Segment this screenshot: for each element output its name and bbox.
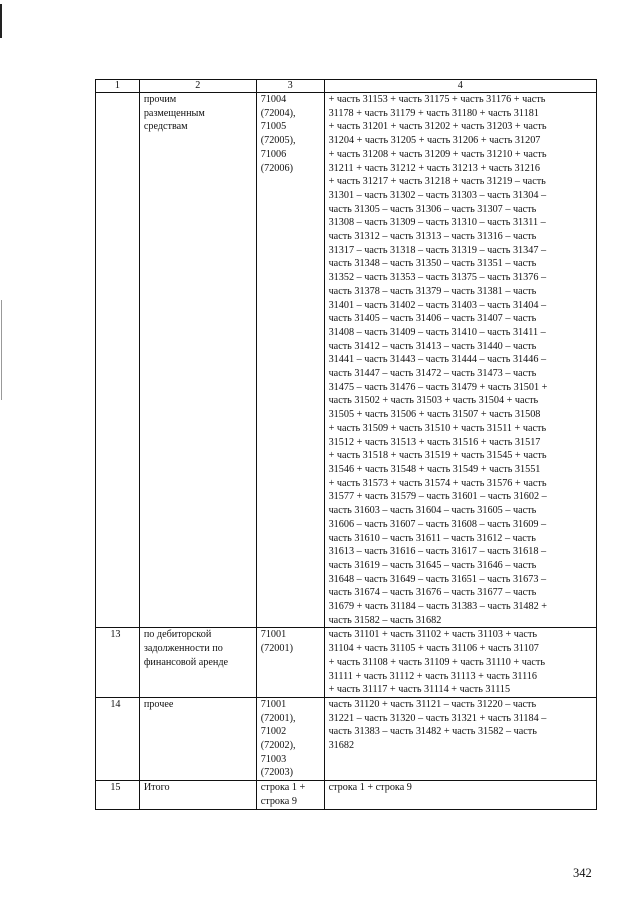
account-code: 71001 bbox=[260, 629, 287, 641]
formula-line: часть 31412 – часть 31413 – часть 31440 – часть bbox=[328, 340, 537, 352]
row-name bbox=[139, 781, 256, 809]
formula-line: + часть 31117 + часть 31114 + часть 31115 bbox=[328, 684, 511, 696]
account-code: строка 9 bbox=[260, 795, 297, 807]
formula-line: + часть 31108 + часть 31109 + часть 31110 + часть bbox=[328, 656, 545, 668]
account-code: (72001), bbox=[260, 712, 296, 724]
column-header: 1 bbox=[96, 80, 140, 93]
column-header: 4 bbox=[324, 80, 596, 93]
formula-line: + часть 31217 + часть 31218 + часть 31219 – часть bbox=[328, 176, 546, 188]
formula-line: + часть 31208 + часть 31209 + часть 31210 + часть bbox=[328, 148, 547, 160]
row-formula bbox=[324, 697, 596, 780]
row-name-line: по дебиторской bbox=[143, 629, 212, 641]
table-row bbox=[96, 628, 597, 698]
formula-line: 31308 – часть 31309 – часть 31310 – часть 31311 – bbox=[328, 217, 546, 229]
row-name-line: финансовой аренде bbox=[143, 656, 229, 668]
formula-line: часть 31405 – часть 31406 – часть 31407 – часть bbox=[328, 313, 537, 325]
formula-line: 31613 – часть 31616 – часть 31617 – часть 31618 – bbox=[328, 546, 547, 558]
account-code: (72006) bbox=[260, 162, 293, 174]
formula-line: 31401 – часть 31402 – часть 31403 – часть 31404 – bbox=[328, 299, 547, 311]
row-number: 13 bbox=[96, 628, 140, 698]
formula-line: часть 31610 – часть 31611 – часть 31612 – часть bbox=[328, 532, 536, 544]
formula-line: 31211 + часть 31212 + часть 31213 + часть 31216 bbox=[328, 162, 541, 174]
formula-line: часть 31582 – часть 31682 bbox=[328, 614, 442, 626]
formula-line: 31679 + часть 31184 – часть 31383 – часть 31482 + bbox=[328, 601, 548, 613]
account-code: 71004 bbox=[260, 94, 287, 105]
row-name-line: задолженности по bbox=[143, 643, 223, 655]
formula-line: часть 31312 – часть 31313 – часть 31316 – часть bbox=[328, 231, 537, 243]
row-formula bbox=[324, 628, 596, 698]
account-code: 71006 bbox=[260, 148, 287, 160]
formula-line: 31475 – часть 31476 – часть 31479 + часть 31501 + bbox=[328, 381, 548, 393]
account-code: (72001) bbox=[260, 643, 293, 655]
table-row bbox=[96, 93, 597, 628]
formula-line: 31505 + часть 31506 + часть 31507 + часть 31508 bbox=[328, 409, 541, 421]
scan-edge-mark bbox=[0, 4, 2, 38]
row-name-line: средствам bbox=[143, 121, 188, 133]
formula-line: 31441 – часть 31443 – часть 31444 – часть 31446 – bbox=[328, 354, 547, 366]
formula-line: 31352 – часть 31353 – часть 31375 – часть 31376 – bbox=[328, 272, 547, 284]
formula-line: строка 1 + строка 9 bbox=[328, 782, 412, 794]
formula-line: часть 31120 + часть 31121 – часть 31220 – часть bbox=[328, 698, 537, 710]
formula-line: часть 31383 – часть 31482 + часть 31582 – часть bbox=[328, 726, 537, 738]
row-name bbox=[139, 697, 256, 780]
formula-line: 31204 + часть 31205 + часть 31206 + часть 31207 bbox=[328, 135, 541, 147]
formula-line: 31221 – часть 31320 – часть 31321 + часть 31184 – bbox=[328, 712, 547, 724]
row-number bbox=[96, 93, 140, 628]
row-name bbox=[139, 628, 256, 698]
row-name-line: размещенным bbox=[143, 107, 205, 119]
formula-line: 31178 + часть 31179 + часть 31180 + часть 31181 bbox=[328, 107, 539, 119]
formula-line: + часть 31509 + часть 31510 + часть 31511 + часть bbox=[328, 422, 547, 434]
account-code: (72003) bbox=[260, 767, 293, 779]
table-row bbox=[96, 781, 597, 809]
page-number: 342 bbox=[573, 866, 592, 880]
account-code: 71005 bbox=[260, 121, 287, 133]
formula-line: 31682 bbox=[328, 740, 355, 752]
row-name-line: прочее bbox=[143, 698, 174, 710]
formula-line: + часть 31573 + часть 31574 + часть 31576 + часть bbox=[328, 477, 547, 489]
formula-line: часть 31502 + часть 31503 + часть 31504 + часть bbox=[328, 395, 539, 407]
row-name bbox=[139, 93, 256, 628]
row-formula bbox=[324, 781, 596, 809]
formula-line: 31317 – часть 31318 – часть 31319 – часть 31347 – bbox=[328, 244, 547, 256]
formula-line: часть 31603 – часть 31604 – часть 31605 – часть bbox=[328, 505, 537, 517]
formula-line: 31408 – часть 31409 – часть 31410 – часть 31411 – bbox=[328, 326, 546, 338]
formula-line: 31648 – часть 31649 – часть 31651 – часть 31673 – bbox=[328, 573, 547, 585]
column-header: 3 bbox=[256, 80, 324, 93]
row-accounts bbox=[256, 93, 324, 628]
report-table bbox=[95, 79, 597, 810]
account-code: (72004), bbox=[260, 107, 296, 119]
table-row bbox=[96, 697, 597, 780]
row-number: 14 bbox=[96, 697, 140, 780]
formula-line: 31301 – часть 31302 – часть 31303 – часть 31304 – bbox=[328, 189, 547, 201]
row-name-line: Итого bbox=[143, 782, 170, 794]
formula-line: + часть 31201 + часть 31202 + часть 31203 + часть bbox=[328, 121, 547, 133]
formula-line: часть 31305 – часть 31306 – часть 31307 – часть bbox=[328, 203, 537, 215]
account-code: 71003 bbox=[260, 753, 287, 765]
account-code: 71002 bbox=[260, 726, 287, 738]
column-header: 2 bbox=[139, 80, 256, 93]
scan-edge-mark bbox=[1, 300, 2, 400]
formula-line: часть 31674 – часть 31676 – часть 31677 – часть bbox=[328, 587, 537, 599]
row-name-line: прочим bbox=[143, 94, 177, 105]
account-code: (72002), bbox=[260, 740, 296, 752]
formula-line: часть 31378 – часть 31379 – часть 31381 – часть bbox=[328, 285, 537, 297]
row-number: 15 bbox=[96, 781, 140, 809]
account-code: строка 1 + bbox=[260, 782, 306, 794]
formula-line: 31606 – часть 31607 – часть 31608 – часть 31609 – bbox=[328, 518, 547, 530]
formula-line: часть 31101 + часть 31102 + часть 31103 + часть bbox=[328, 629, 538, 641]
row-accounts bbox=[256, 697, 324, 780]
formula-line: 31111 + часть 31112 + часть 31113 + часть 31116 bbox=[328, 670, 537, 682]
formula-line: + часть 31153 + часть 31175 + часть 31176 + часть bbox=[328, 94, 546, 105]
table-header-row bbox=[96, 80, 597, 93]
row-formula bbox=[324, 93, 596, 628]
account-code: (72005), bbox=[260, 135, 296, 147]
row-accounts bbox=[256, 781, 324, 809]
row-accounts bbox=[256, 628, 324, 698]
formula-line: часть 31447 – часть 31472 – часть 31473 – часть bbox=[328, 368, 537, 380]
account-code: 71001 bbox=[260, 698, 287, 710]
formula-line: 31512 + часть 31513 + часть 31516 + часть 31517 bbox=[328, 436, 541, 448]
formula-line: 31546 + часть 31548 + часть 31549 + часть 31551 bbox=[328, 463, 541, 475]
formula-line: + часть 31518 + часть 31519 + часть 31545 + часть bbox=[328, 450, 547, 462]
formula-line: 31577 + часть 31579 – часть 31601 – часть 31602 – bbox=[328, 491, 547, 503]
formula-line: 31104 + часть 31105 + часть 31106 + часть 31107 bbox=[328, 643, 539, 655]
formula-line: часть 31348 – часть 31350 – часть 31351 – часть bbox=[328, 258, 537, 270]
formula-line: часть 31619 – часть 31645 – часть 31646 – часть bbox=[328, 559, 537, 571]
